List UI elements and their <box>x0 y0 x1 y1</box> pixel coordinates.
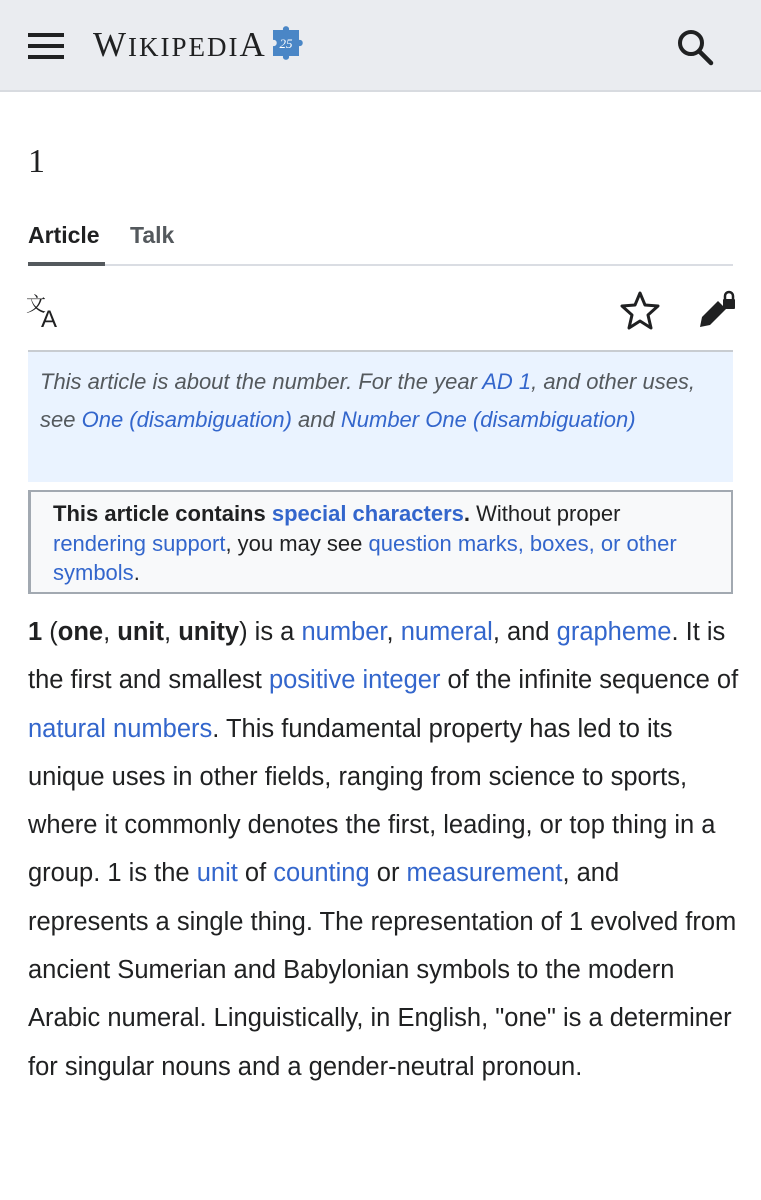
wikipedia-logo[interactable] <box>93 20 311 70</box>
wikipedia-wordmark: WIKIPEDIA <box>93 25 267 64</box>
lead-paragraph: 1 (one, unit, unity) is a number, numeral, and grapheme. It is the first and smallest positive integer of the infinite sequence of natural numbers. This fundamental property has led to its unique uses in other fields, ranging from science to sports, where it commonly denotes the first, leading, or top thing in a group. 1 is the unit of counting or measurement, and represents a single thing. The representation of 1 evolved from ancient Sumerian and Babylonian symbols to the modern Arabic numeral. Linguistically, in English, "one" is a determiner for singular nouns and a gender-neutral pronoun. <box>28 618 739 1081</box>
number-link[interactable]: number <box>301 618 387 646</box>
tab-article[interactable]: Article <box>28 222 105 249</box>
puzzle-25-icon <box>269 22 311 64</box>
question-marks-link[interactable]: question marks, boxes, or other symbols <box>53 530 677 585</box>
measurement-link[interactable]: measurement <box>406 859 563 888</box>
header-bar <box>0 0 761 92</box>
unit-link[interactable]: unit <box>196 859 238 888</box>
language-icon[interactable] <box>26 290 66 330</box>
svg-text:A: A <box>41 306 58 330</box>
natural-numbers-link[interactable]: natural numbers <box>28 714 213 743</box>
star-icon[interactable] <box>620 290 660 330</box>
svg-text:25: 25 <box>279 36 293 51</box>
search-icon[interactable] <box>674 26 716 68</box>
grapheme-link[interactable]: grapheme <box>556 618 672 646</box>
edit-locked-icon[interactable] <box>696 289 738 331</box>
tab-talk[interactable]: Talk <box>130 222 175 248</box>
positive-integer-link[interactable]: positive integer <box>268 666 441 695</box>
counting-link[interactable]: counting <box>273 859 370 888</box>
special-characters-notice: This article contains special characters. Without proper rendering support, you may see question marks, boxes, or other symbols. <box>28 490 733 594</box>
svg-text:文: 文 <box>26 292 46 316</box>
hamburger-menu-icon[interactable] <box>28 29 64 63</box>
rendering-support-link[interactable]: rendering support <box>53 530 226 556</box>
namespace-tabs <box>28 218 733 266</box>
hatnote: This article is about the number. For the year AD 1, and other uses, see One (disambiguation) and Number One (disambiguation) <box>28 350 733 482</box>
special-characters-link[interactable]: special characters <box>271 501 464 526</box>
numeral-link[interactable]: numeral <box>400 618 493 646</box>
number-one-disambiguation-link[interactable]: Number One (disambiguation) <box>340 407 636 432</box>
page-title: 1 <box>28 143 45 180</box>
ad-1-link[interactable]: AD 1 <box>482 369 532 394</box>
one-disambiguation-link[interactable]: One (disambiguation) <box>81 407 292 432</box>
